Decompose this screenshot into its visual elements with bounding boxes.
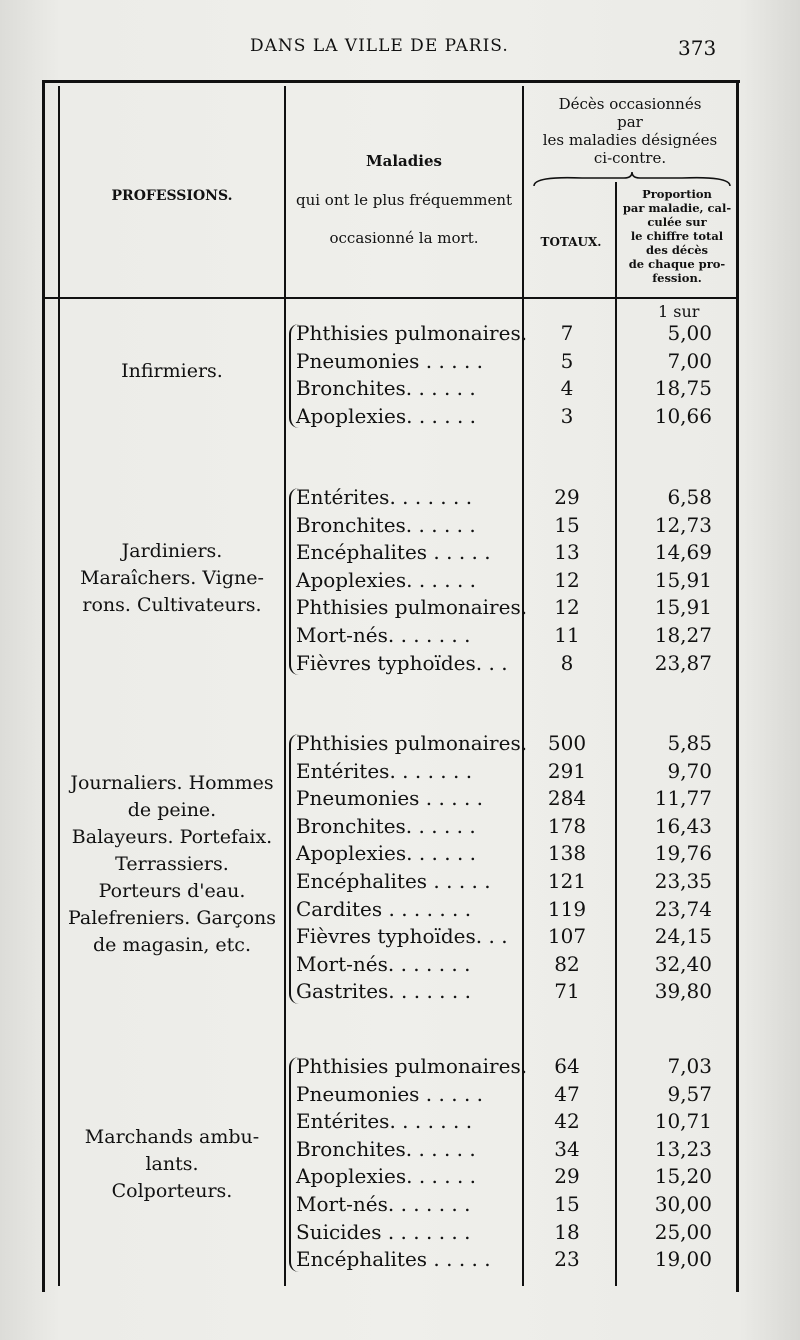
disease-cell: Bronchites. . . . . .: [296, 512, 476, 537]
disease-cell: Pneumonies . . . . .: [296, 786, 484, 811]
total-cell: 42: [554, 1109, 580, 1134]
total-cell: 500: [547, 731, 587, 755]
header-proportion-2: par maladie, cal-: [622, 201, 732, 215]
disease-cell: Apoplexies. . . . . .: [296, 567, 477, 592]
disease-cell: Suicides . . . . . . .: [296, 1219, 471, 1244]
total-cell: 291: [547, 758, 587, 783]
proportion-cell: 5,85: [667, 731, 712, 755]
total-cell: 138: [547, 841, 587, 866]
disease-cell: Entérites. . . . . . .: [296, 758, 473, 783]
page-number: 373: [678, 36, 717, 60]
disease-cell: Mort-nés. . . . . . .: [296, 951, 471, 976]
profession-line: Journaliers. Hommes: [70, 772, 274, 794]
proportion-cell: 19,00: [654, 1247, 712, 1272]
table-row: [0, 868, 736, 895]
total-cell: 5: [560, 348, 574, 373]
total-cell: 284: [547, 786, 587, 811]
total-cell: 23: [554, 1247, 580, 1272]
table-row: [0, 1246, 736, 1273]
total-cell: 7: [560, 321, 574, 345]
header-proportion-5: des décès: [646, 243, 708, 257]
header-proportion-1: Proportion: [642, 187, 712, 201]
header-proportion-6: de chaque pro-: [628, 257, 726, 271]
table-row: [0, 758, 736, 785]
proportion-cell: 15,20: [654, 1164, 712, 1189]
proportion-cell: 18,75: [654, 376, 712, 401]
total-cell: 29: [554, 1164, 580, 1189]
total-cell: 15: [554, 512, 580, 537]
table-row: [0, 1163, 736, 1190]
total-cell: 107: [547, 924, 587, 949]
header-proportion-4: le chiffre total: [630, 229, 724, 243]
disease-cell: Encéphalites . . . . .: [296, 869, 491, 893]
proportion-cell: 24,15: [654, 924, 712, 949]
header-proportion-7: fession.: [652, 271, 702, 285]
table-row: [0, 622, 736, 649]
proportion-cell: 9,70: [667, 758, 712, 783]
profession-line: de peine.: [127, 799, 217, 821]
profession-line: Infirmiers.: [121, 360, 223, 382]
disease-cell: Bronchites. . . . . .: [296, 376, 476, 401]
proportion-cell: 11,77: [654, 786, 712, 811]
total-cell: 8: [560, 650, 574, 675]
profession-line: rons. Cultivateurs.: [82, 594, 262, 616]
total-cell: 71: [554, 979, 580, 1004]
disease-cell: Apoplexies. . . . . .: [296, 1164, 477, 1189]
table-row: [0, 650, 736, 677]
profession-line: Marchands ambu-: [84, 1126, 260, 1148]
total-cell: 15: [554, 1192, 580, 1216]
proportion-cell: 16,43: [654, 813, 712, 838]
proportion-cell: 39,80: [654, 979, 712, 1004]
disease-cell: Cardites . . . . . . .: [296, 896, 472, 921]
header-professions: PROFESSIONS.: [111, 188, 233, 204]
proportion-cell: 7,00: [667, 348, 712, 373]
table-right-rule: [736, 80, 739, 1292]
total-cell: 178: [547, 813, 587, 838]
header-maladies-1: Maladies: [366, 152, 442, 170]
proportion-cell: 15,91: [654, 595, 712, 620]
profession-line: Porteurs d'eau.: [98, 880, 246, 902]
disease-cell: Fièvres typhoïdes. . .: [296, 924, 508, 949]
proportion-cell: 7,03: [667, 1054, 712, 1078]
profession-line: Jardiniers.: [121, 540, 223, 562]
profession-line: lants.: [145, 1153, 199, 1175]
total-cell: 29: [554, 485, 580, 509]
proportion-cell: 12,73: [654, 512, 712, 537]
proportion-cell: 15,91: [654, 567, 712, 592]
header-deces-4: ci-contre.: [593, 149, 667, 167]
proportion-cell: 23,35: [654, 869, 712, 893]
disease-cell: Bronchites. . . . . .: [296, 813, 476, 838]
proportion-cell: 30,00: [654, 1192, 712, 1216]
total-cell: 119: [547, 896, 587, 921]
table-row: [0, 594, 736, 621]
table-row: [0, 1081, 736, 1108]
proportion-cell: 10,71: [654, 1109, 712, 1134]
proportion-cell: 6,58: [667, 485, 712, 509]
total-cell: 13: [554, 540, 580, 565]
proportion-cell: 13,23: [654, 1136, 712, 1161]
header-totaux: TOTAUX.: [540, 235, 602, 249]
disease-cell: Encéphalites . . . . .: [296, 1247, 491, 1272]
table-row: [0, 1136, 736, 1163]
total-cell: 34: [554, 1136, 580, 1161]
total-cell: 11: [554, 623, 580, 647]
table-row: [0, 951, 736, 978]
proportion-cell: 14,69: [654, 540, 712, 565]
table-row: [0, 403, 736, 430]
table-row: [0, 1219, 736, 1246]
table-row: [0, 1053, 736, 1080]
table-row: [0, 1108, 736, 1135]
disease-cell: Mort-nés. . . . . . .: [296, 623, 471, 647]
proportion-cell: 19,76: [654, 841, 712, 866]
header-proportion-3: culée sur: [647, 215, 707, 229]
table-row: [0, 730, 736, 757]
table-row: [0, 375, 736, 402]
disease-cell: Phthisies pulmonaires.: [296, 595, 528, 620]
table-row: [0, 484, 736, 511]
disease-cell: Phthisies pulmonaires.: [296, 731, 528, 755]
disease-cell: Apoplexies. . . . . .: [296, 841, 477, 866]
disease-cell: Mort-nés. . . . . . .: [296, 1192, 471, 1216]
disease-cell: Entérites. . . . . . .: [296, 1109, 473, 1134]
table-row: [0, 813, 736, 840]
total-cell: 121: [547, 869, 587, 893]
header-deces-2: par: [617, 113, 643, 131]
total-cell: 82: [554, 951, 580, 976]
proportion-cell: 10,66: [654, 403, 712, 428]
disease-cell: Phthisies pulmonaires.: [296, 321, 528, 345]
table-row: [0, 348, 736, 375]
total-cell: 3: [560, 403, 574, 428]
total-cell: 47: [554, 1081, 580, 1106]
table-row: [0, 567, 736, 594]
table-row: [0, 539, 736, 566]
total-cell: 4: [560, 376, 574, 401]
header-un-sur: 1 sur: [658, 302, 700, 321]
table-row: [0, 923, 736, 950]
header-deces-3: les maladies désignées: [542, 131, 718, 149]
profession-line: Colporteurs.: [111, 1180, 233, 1202]
table-row: [0, 840, 736, 867]
proportion-cell: 32,40: [654, 951, 712, 976]
running-head: DANS LA VILLE DE PARIS.: [250, 36, 509, 56]
disease-cell: Pneumonies . . . . .: [296, 1081, 484, 1106]
total-cell: 18: [554, 1219, 580, 1244]
table-row: [0, 320, 736, 347]
table-row: [0, 896, 736, 923]
header-maladies-3: occasionné la mort.: [329, 229, 479, 247]
disease-cell: Apoplexies. . . . . .: [296, 403, 477, 428]
disease-cell: Pneumonies . . . . .: [296, 348, 484, 373]
profession-line: de magasin, etc.: [93, 934, 251, 956]
proportion-cell: 18,27: [654, 623, 712, 647]
proportion-cell: 5,00: [667, 321, 712, 345]
total-cell: 64: [554, 1054, 580, 1078]
disease-cell: Bronchites. . . . . .: [296, 1136, 476, 1161]
header-rule: [45, 297, 737, 299]
disease-cell: Gastrites. . . . . . .: [296, 979, 471, 1004]
header-deces-1: Décès occasionnés: [558, 95, 702, 113]
profession-line: Balayeurs. Portefaix.: [71, 826, 273, 848]
disease-cell: Fièvres typhoïdes. . .: [296, 650, 508, 675]
table-row: [0, 1191, 736, 1218]
proportion-cell: 9,57: [667, 1081, 712, 1106]
disease-cell: Phthisies pulmonaires.: [296, 1054, 528, 1078]
total-cell: 12: [554, 567, 580, 592]
proportion-cell: 23,74: [654, 896, 712, 921]
proportion-cell: 23,87: [654, 650, 712, 675]
disease-cell: Entérites. . . . . . .: [296, 485, 473, 509]
profession-line: Palefreniers. Garçons: [67, 907, 277, 929]
disease-cell: Encéphalites . . . . .: [296, 540, 491, 565]
header-maladies-2: qui ont le plus fréquemment: [295, 191, 513, 209]
profession-line: Maraîchers. Vigne-: [80, 567, 264, 589]
total-cell: 12: [554, 595, 580, 620]
table-row: [0, 512, 736, 539]
table-row: [0, 785, 736, 812]
profession-line: Terrassiers.: [115, 853, 229, 875]
proportion-cell: 25,00: [654, 1219, 712, 1244]
table-row: [0, 978, 736, 1005]
